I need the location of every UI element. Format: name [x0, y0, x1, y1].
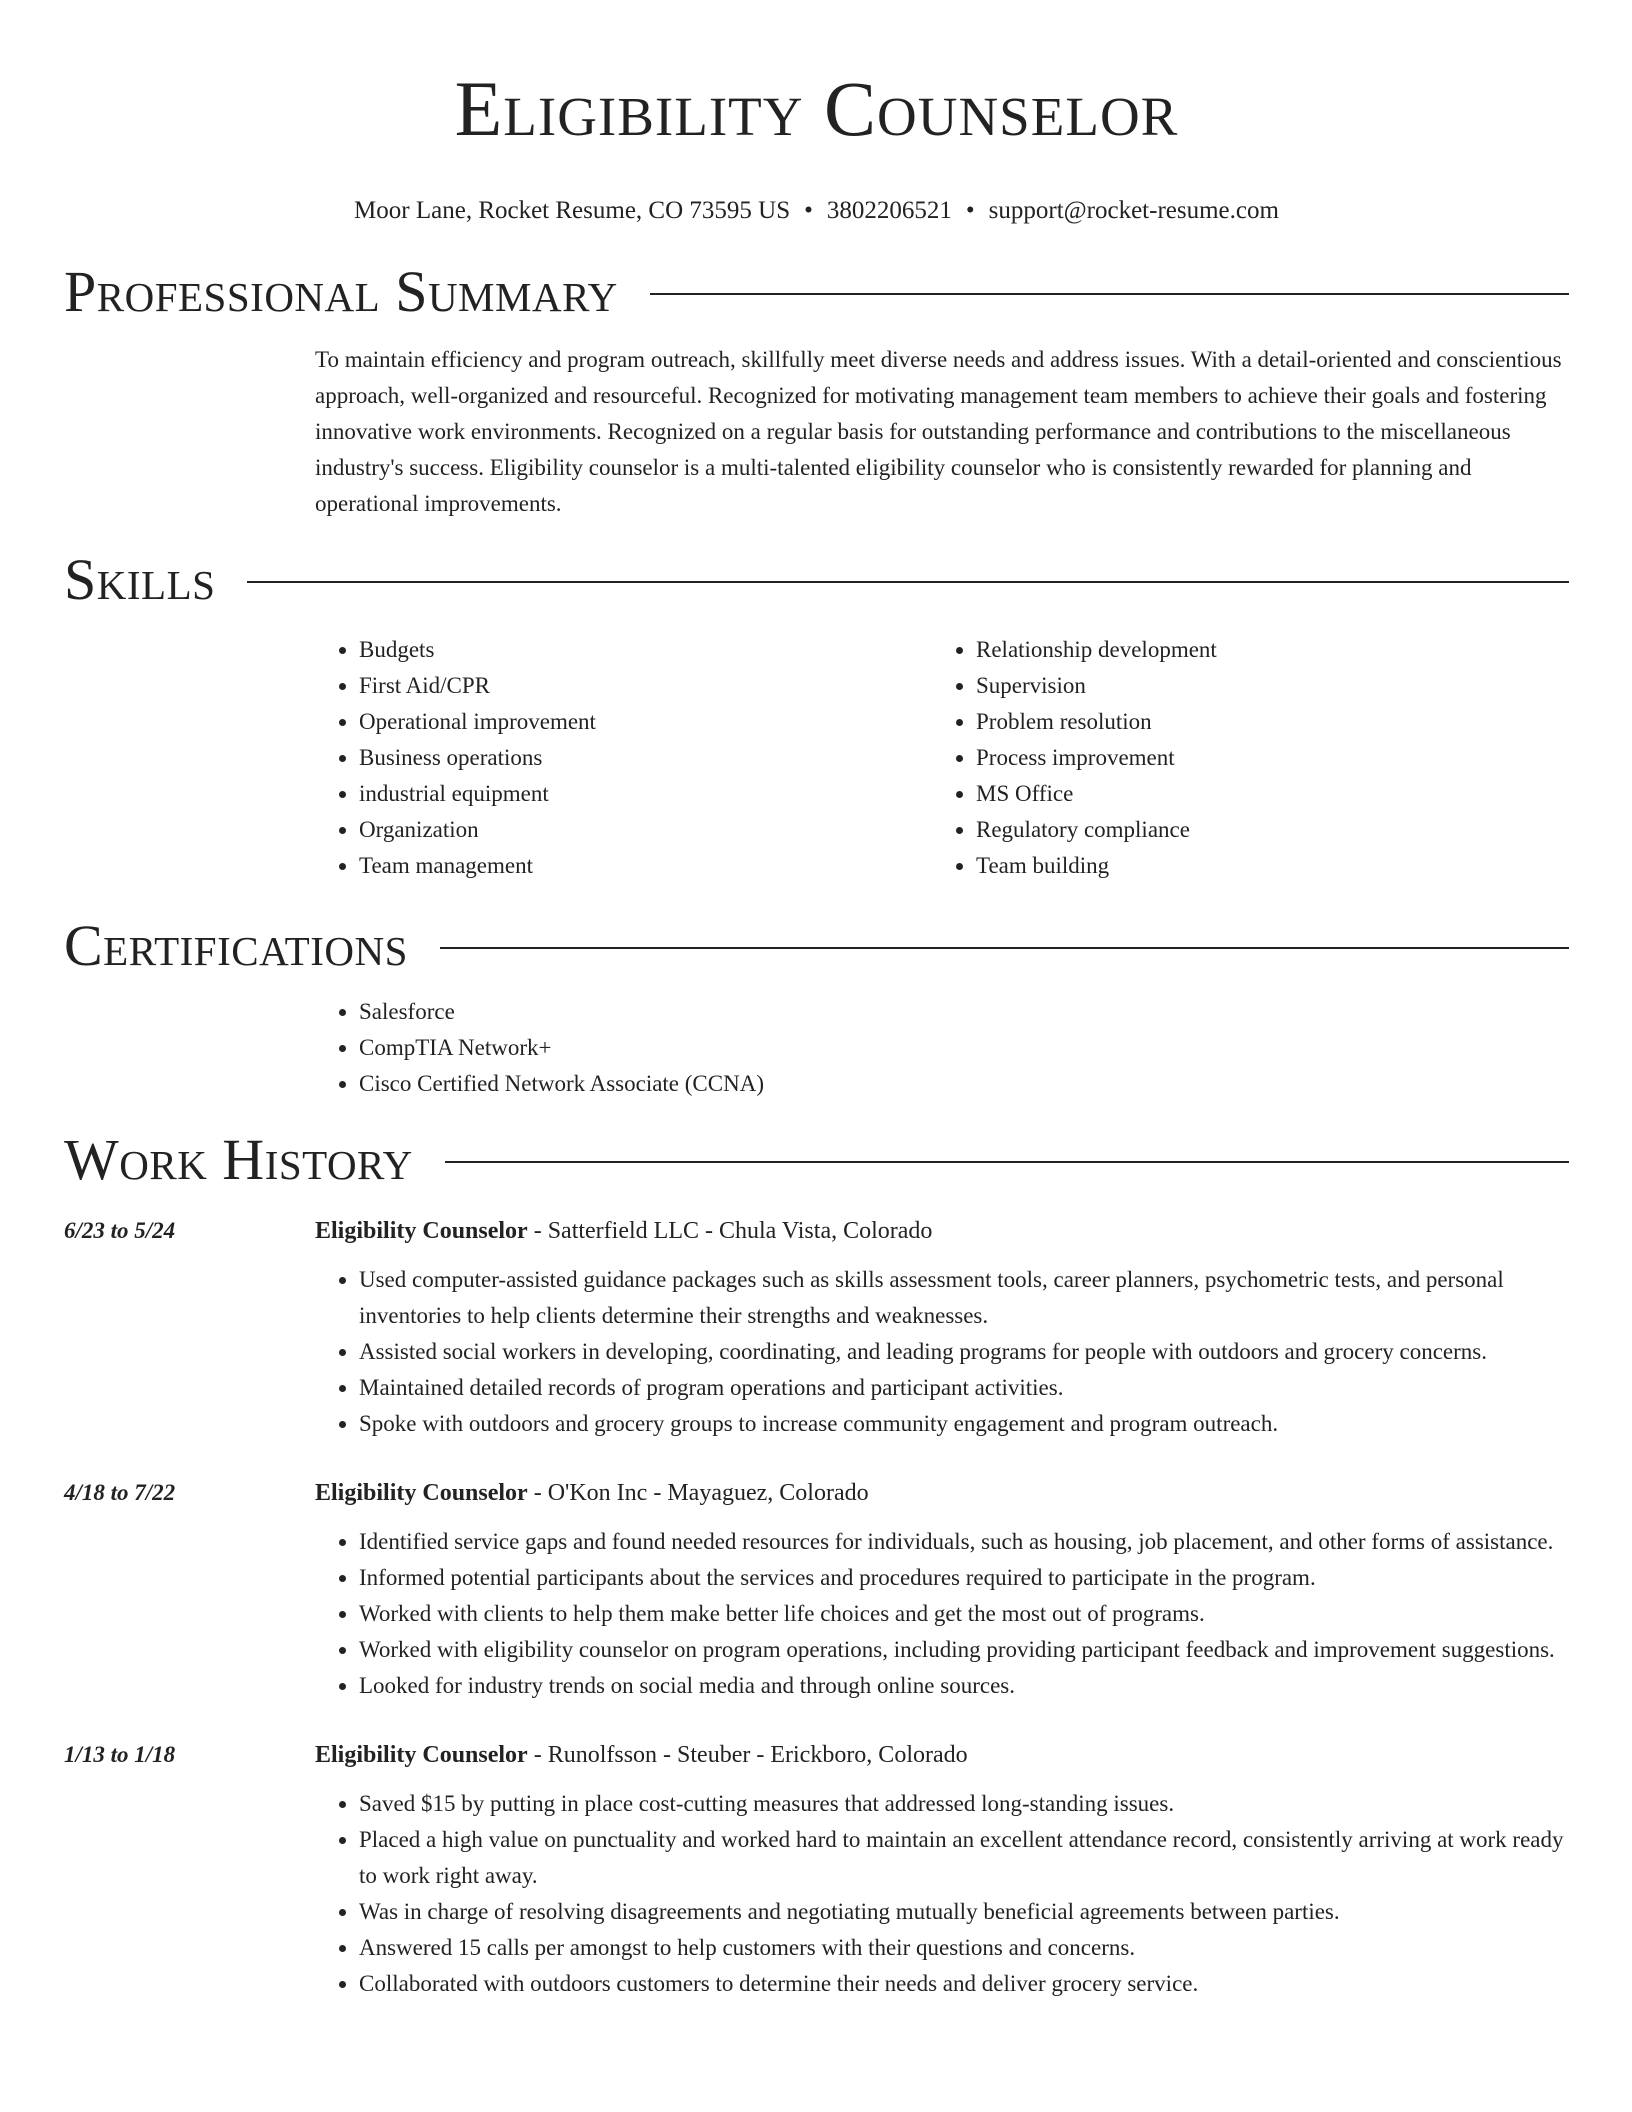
certification-item: • Cisco Certified Network Associate (CCNA) [359, 1066, 1569, 1102]
summary-section-header [64, 260, 1569, 324]
certifications-section-header [64, 914, 1569, 978]
job-entry [64, 1214, 1569, 1442]
job-bullet: • Was in charge of resolving disagreements and negotiating mutually beneficial agreements between parties. [359, 1894, 1569, 1930]
certifications-heading: Certifications [64, 913, 408, 978]
job-title: Eligibility Counselor [315, 1218, 528, 1244]
skill-item: • Supervision [976, 668, 1549, 704]
job-bullet: • Worked with eligibility counselor on program operations, including providing participant feedback and improvement suggestions. [359, 1632, 1569, 1668]
work-history-heading: Work History [64, 1127, 413, 1192]
job-responsibilities [315, 1262, 1569, 1442]
contact-line [64, 196, 1569, 226]
job-dates: 1/13 to 1/18 [64, 1742, 176, 1767]
job-content [315, 1214, 1569, 1442]
skill-item: • Process improvement [976, 740, 1549, 776]
contact-email: support@rocket-resume.com [988, 197, 1279, 224]
job-heading [315, 1476, 1569, 1510]
job-responsibilities [315, 1524, 1569, 1704]
job-company-location: - O'Kon Inc - Mayaguez, Colorado [527, 1480, 869, 1506]
contact-phone: 3802206521 [826, 197, 952, 224]
job-company-location: - Satterfield LLC - Chula Vista, Colorado [527, 1218, 933, 1244]
job-bullet: • Identified service gaps and found needed resources for individuals, such as housing, job placement, and other forms of assistance. [359, 1524, 1569, 1560]
skill-item: • Team building [976, 848, 1549, 884]
job-heading [315, 1214, 1569, 1248]
job-bullet: • Placed a high value on punctuality and worked hard to maintain an excellent attendance record, consistently arriving at work ready to work right away. [359, 1822, 1569, 1894]
work-history-section-header [64, 1128, 1569, 1192]
skill-item: • Regulatory compliance [976, 812, 1549, 848]
job-bullet: • Answered 15 calls per amongst to help customers with their questions and concerns. [359, 1930, 1569, 1966]
skills-list-right [932, 632, 1549, 884]
contact-address: Moor Lane, Rocket Resume, CO 73595 US [354, 197, 791, 224]
section-divider [247, 581, 1569, 583]
skill-item: • Budgets [359, 632, 932, 668]
job-bullet: • Assisted social workers in developing, coordinating, and leading programs for people with outdoors and grocery concerns. [359, 1334, 1569, 1370]
skills-column-right [932, 632, 1549, 884]
job-bullet: • Looked for industry trends on social media and through online sources. [359, 1668, 1569, 1704]
skills-list [315, 632, 1569, 884]
job-bullet: • Saved $15 by putting in place cost-cutting measures that addressed long-standing issues. [359, 1786, 1569, 1822]
job-title: Eligibility Counselor [315, 1480, 528, 1506]
skill-item: • MS Office [976, 776, 1549, 812]
summary-heading: Professional Summary [64, 259, 618, 324]
job-bullet: • Used computer-assisted guidance packages such as skills assessment tools, career planners, psychometric tests, and personal inventories to help clients determine their strengths and weaknesses. [359, 1262, 1569, 1334]
job-bullet: • Worked with clients to help them make better life choices and get the most out of programs. [359, 1596, 1569, 1632]
job-bullet: • Maintained detailed records of program operations and participant activities. [359, 1370, 1569, 1406]
certifications-bullets [315, 994, 1569, 1102]
job-responsibilities [315, 1786, 1569, 2002]
job-title: Eligibility Counselor [315, 1742, 528, 1768]
skill-item: • Organization [359, 812, 932, 848]
certification-item: • Salesforce [359, 994, 1569, 1030]
skill-item: • Team management [359, 848, 932, 884]
skills-column-left [315, 632, 932, 884]
skill-item: • Relationship development [976, 632, 1549, 668]
skills-section-header [64, 548, 1569, 612]
job-dates: 6/23 to 5/24 [64, 1218, 176, 1243]
skill-item: • Operational improvement [359, 704, 932, 740]
work-history-list [64, 1214, 1569, 2002]
job-content [315, 1738, 1569, 2002]
job-content [315, 1476, 1569, 1704]
skill-item: • First Aid/CPR [359, 668, 932, 704]
job-heading [315, 1738, 1569, 1772]
candidate-name: Eligibility Counselor [454, 65, 1179, 152]
contact-separator: • [965, 197, 975, 224]
skill-item: • Business operations [359, 740, 932, 776]
summary-text: To maintain efficiency and program outreach, skillfully meet diverse needs and address issues. With a detail-oriented and conscientious approach, well-organized and resourceful. Recognized for motivating management team members to achieve their goals and fostering innovative work environments. Recognized on a regular basis for outstanding performance and contributions to the miscellaneous industry's success. Eligibility counselor is a multi-talented eligibility counselor who is consistently rewarded for planning and operational improvements. [315, 347, 1562, 516]
skills-list-left [315, 632, 932, 884]
job-bullet: • Informed potential participants about the services and procedures required to participate in the program. [359, 1560, 1569, 1596]
skill-item: • Problem resolution [976, 704, 1549, 740]
job-entry [64, 1738, 1569, 2002]
contact-separator: • [804, 197, 813, 224]
certifications-list [315, 994, 1569, 1102]
skills-heading: Skills [64, 547, 216, 612]
job-bullet: • Collaborated with outdoors customers to determine their needs and deliver grocery service. [359, 1966, 1569, 2002]
certification-item: • CompTIA Network+ [359, 1030, 1569, 1066]
job-dates: 4/18 to 7/22 [64, 1480, 176, 1505]
section-divider [445, 1161, 1569, 1163]
skill-item: • industrial equipment [359, 776, 932, 812]
section-divider [440, 947, 1569, 949]
job-entry [64, 1476, 1569, 1704]
job-company-location: - Runolfsson - Steuber - Erickboro, Colorado [527, 1742, 968, 1768]
job-bullet: • Spoke with outdoors and grocery groups to increase community engagement and program outreach. [359, 1406, 1569, 1442]
section-divider [650, 293, 1569, 295]
